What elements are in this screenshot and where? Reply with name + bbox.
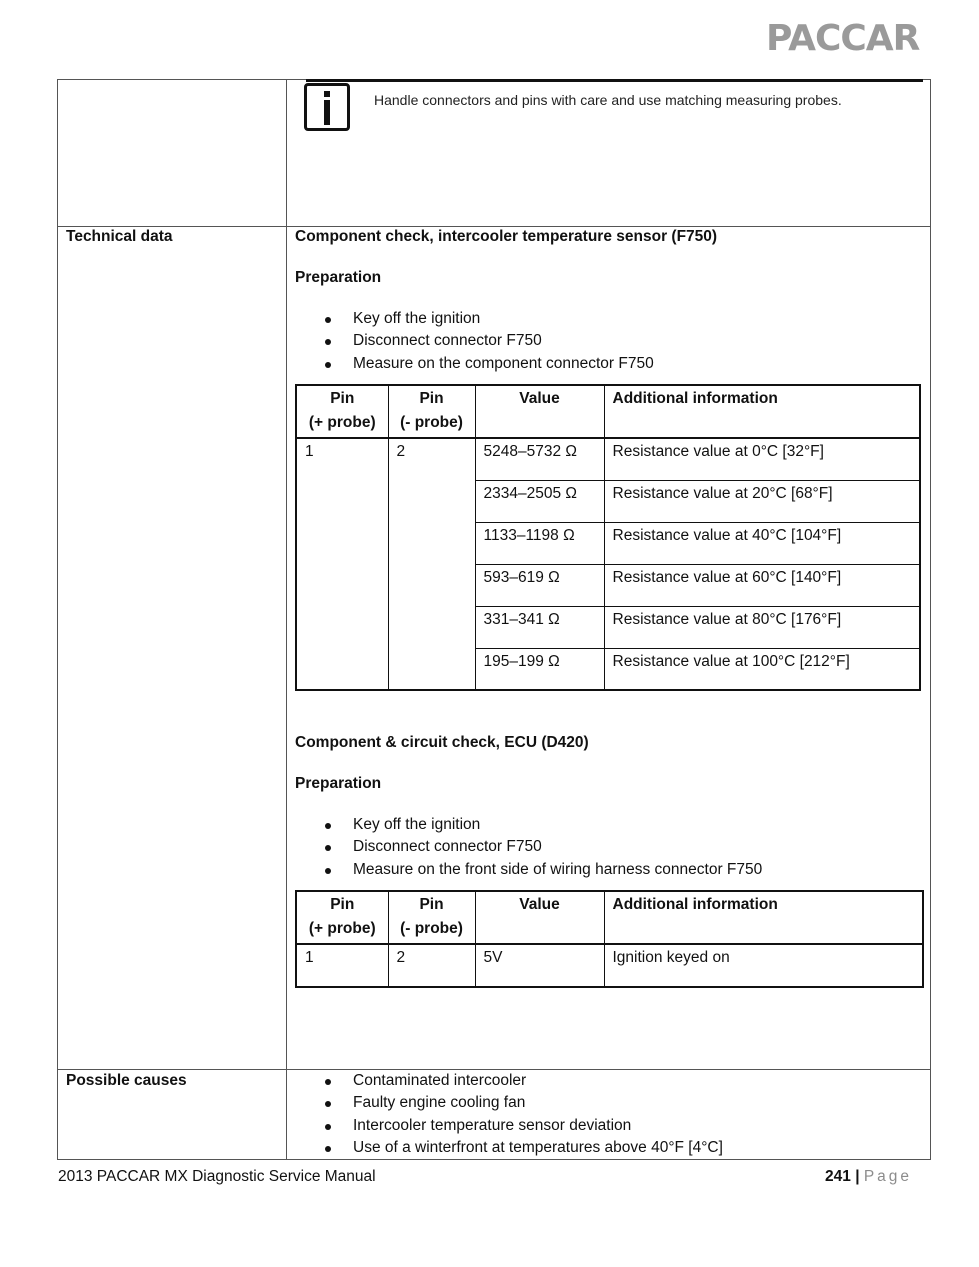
value-cell: 5248–5732 Ω <box>475 438 604 480</box>
list-item: Measure on the front side of wiring harness connector F750 <box>353 861 762 879</box>
row-divider <box>58 226 930 227</box>
header-info: Additional information <box>612 390 778 407</box>
check2-preparation: Preparation <box>295 775 382 792</box>
header-pin-plus: Pin (+ probe) <box>296 891 388 944</box>
paccar-logo: PACCAR <box>766 18 920 59</box>
value-cell: 593–619 Ω <box>475 564 604 606</box>
list-item: Contaminated intercooler <box>353 1072 526 1090</box>
value-cell: 5V <box>475 944 604 987</box>
value-cell: 331–341 Ω <box>475 606 604 648</box>
column-divider <box>286 80 287 1159</box>
header-info: Additional information <box>612 896 778 913</box>
info-cell: Resistance value at 20°C [68°F] <box>604 480 920 522</box>
list-item: Use of a winterfront at temperatures above 40°F [4°C] <box>353 1139 723 1157</box>
list-item: Intercooler temperature sensor deviation <box>353 1117 631 1135</box>
list-item: Key off the ignition <box>353 816 480 834</box>
pin-plus-cell: 1 <box>296 944 388 987</box>
check1-preparation: Preparation <box>295 269 382 286</box>
resistance-table <box>295 384 921 691</box>
info-cell: Resistance value at 40°C [104°F] <box>604 522 920 564</box>
notice-bar <box>306 79 923 82</box>
info-cell: Ignition keyed on <box>612 949 730 966</box>
pin-plus-cell: 1 <box>296 438 388 690</box>
info-icon <box>304 83 350 131</box>
footer-page-number: 241 | Page <box>825 1168 913 1185</box>
list-item: Faulty engine cooling fan <box>353 1094 525 1112</box>
pin-minus-cell: 2 <box>388 438 475 690</box>
info-cell: Resistance value at 0°C [32°F] <box>604 438 920 480</box>
header-pin-minus: Pin (- probe) <box>388 891 475 944</box>
value-cell: 2334–2505 Ω <box>475 480 604 522</box>
header-value: Value <box>475 891 604 944</box>
pin-minus-cell: 2 <box>388 944 475 987</box>
value-cell: 195–199 Ω <box>475 648 604 690</box>
check2-title: Component & circuit check, ECU (D420) <box>295 734 589 751</box>
list-item: Disconnect connector F750 <box>353 838 542 856</box>
list-item: Measure on the component connector F750 <box>353 355 654 373</box>
value-cell: 1133–1198 Ω <box>475 522 604 564</box>
notice-text: Handle connectors and pins with care and use matching measuring probes. <box>374 92 842 108</box>
info-cell: Resistance value at 100°C [212°F] <box>604 648 920 690</box>
table-row <box>296 944 923 987</box>
row-divider <box>58 1069 930 1070</box>
header-pin-minus: Pin (- probe) <box>388 385 475 438</box>
table-row <box>296 438 920 480</box>
header-pin-plus: Pin (+ probe) <box>296 385 388 438</box>
technical-data-label: Technical data <box>66 228 173 245</box>
info-cell: Resistance value at 60°C [140°F] <box>604 564 920 606</box>
header-value: Value <box>475 385 604 438</box>
info-cell: Resistance value at 80°C [176°F] <box>604 606 920 648</box>
list-item: Disconnect connector F750 <box>353 332 542 350</box>
check1-title: Component check, intercooler temperature sensor (F750) <box>295 228 718 245</box>
ecu-voltage-table <box>295 890 924 988</box>
possible-causes-label: Possible causes <box>66 1072 187 1089</box>
footer-manual-title: 2013 PACCAR MX Diagnostic Service Manual <box>58 1168 376 1185</box>
list-item: Key off the ignition <box>353 310 480 328</box>
